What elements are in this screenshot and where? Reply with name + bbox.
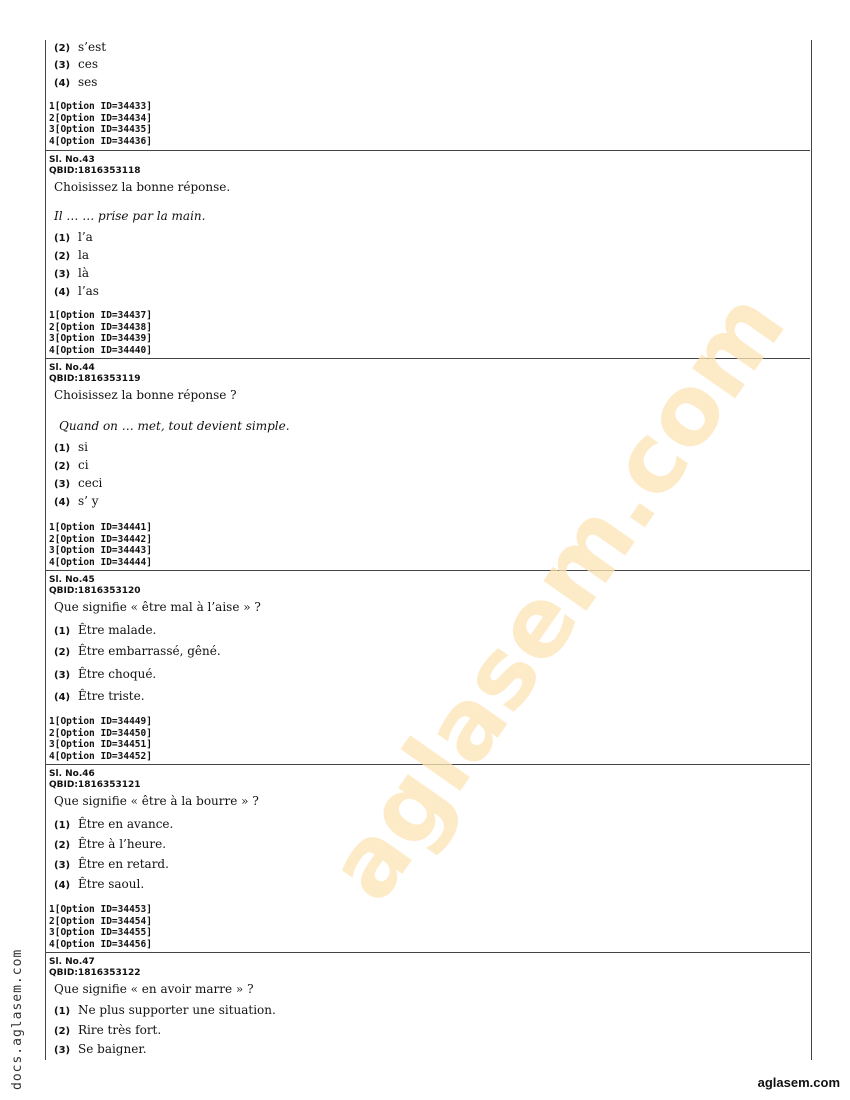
option: (1) Ne plus supporter une situation. (54, 1003, 276, 1017)
option: (4) Être saoul. (54, 877, 145, 891)
option: (2) s’est (54, 40, 107, 54)
question-44 (45, 358, 810, 571)
question-stem: Choisissez la bonne réponse. (54, 180, 231, 194)
question-phrase: Il … … prise par la main. (54, 209, 206, 223)
option-ids: 1[Option ID=34453] 2[Option ID=34454] 3[Option ID=34455] 4[Option ID=34456] (49, 904, 152, 950)
option: (4) ses (54, 75, 98, 89)
option: (2) Être à l’heure. (54, 837, 167, 851)
option: (3) Être choqué. (54, 667, 157, 681)
option-ids: 1[Option ID=34449] 2[Option ID=34450] 3[Option ID=34451] 4[Option ID=34452] (49, 716, 152, 762)
question-stem: Choisissez la bonne réponse ? (54, 388, 237, 402)
question-meta: Sl. No.44 QBID:1816353119 (49, 363, 141, 384)
option: (3) Être en retard. (54, 857, 169, 871)
question-46 (45, 764, 810, 953)
option: (2) Être embarrassé, gêné. (54, 644, 221, 658)
question-meta: Sl. No.46 QBID:1816353121 (49, 769, 141, 790)
option: (1) Être en avance. (54, 817, 174, 831)
option-ids: 1[Option ID=34433] 2[Option ID=34434] 3[Option ID=34435] 4[Option ID=34436] (49, 101, 152, 147)
option: (3) ces (54, 57, 98, 71)
question-stem: Que signifie « en avoir marre » ? (54, 982, 254, 996)
footer-brand[interactable]: aglasem.com (757, 1075, 840, 1090)
question-stem: Que signifie « être mal à l’aise » ? (54, 600, 261, 614)
watermark: aglasem.com (306, 271, 807, 921)
option-ids: 1[Option ID=34437] 2[Option ID=34438] 3[Option ID=34439] 4[Option ID=34440] (49, 310, 152, 356)
question-stem: Que signifie « être à la bourre » ? (54, 794, 259, 808)
option: (4) s’ y (54, 494, 99, 508)
option: (1) l’a (54, 230, 93, 244)
question-meta: Sl. No.43 QBID:1816353118 (49, 155, 141, 176)
side-url: docs.aglasem.com (10, 948, 25, 1090)
option-ids: 1[Option ID=34441] 2[Option ID=34442] 3[Option ID=34443] 4[Option ID=34444] (49, 522, 152, 568)
option: (1) Être malade. (54, 623, 157, 637)
option: (1) si (54, 440, 88, 454)
option: (2) la (54, 248, 89, 262)
option: (3) ceci (54, 476, 103, 490)
option: (2) Rire très fort. (54, 1023, 162, 1037)
question-42-tail (45, 40, 810, 150)
question-45 (45, 570, 810, 765)
option: (2) ci (54, 458, 89, 472)
question-43 (45, 150, 810, 359)
question-meta: Sl. No.47 QBID:1816353122 (49, 957, 141, 978)
question-47 (45, 952, 810, 1061)
option: (4) l’as (54, 284, 99, 298)
question-phrase: Quand on … met, tout devient simple. (59, 419, 290, 433)
option: (4) Être triste. (54, 689, 145, 703)
option: (3) Se baigner. (54, 1042, 147, 1056)
question-meta: Sl. No.45 QBID:1816353120 (49, 575, 141, 596)
option: (3) là (54, 266, 89, 280)
